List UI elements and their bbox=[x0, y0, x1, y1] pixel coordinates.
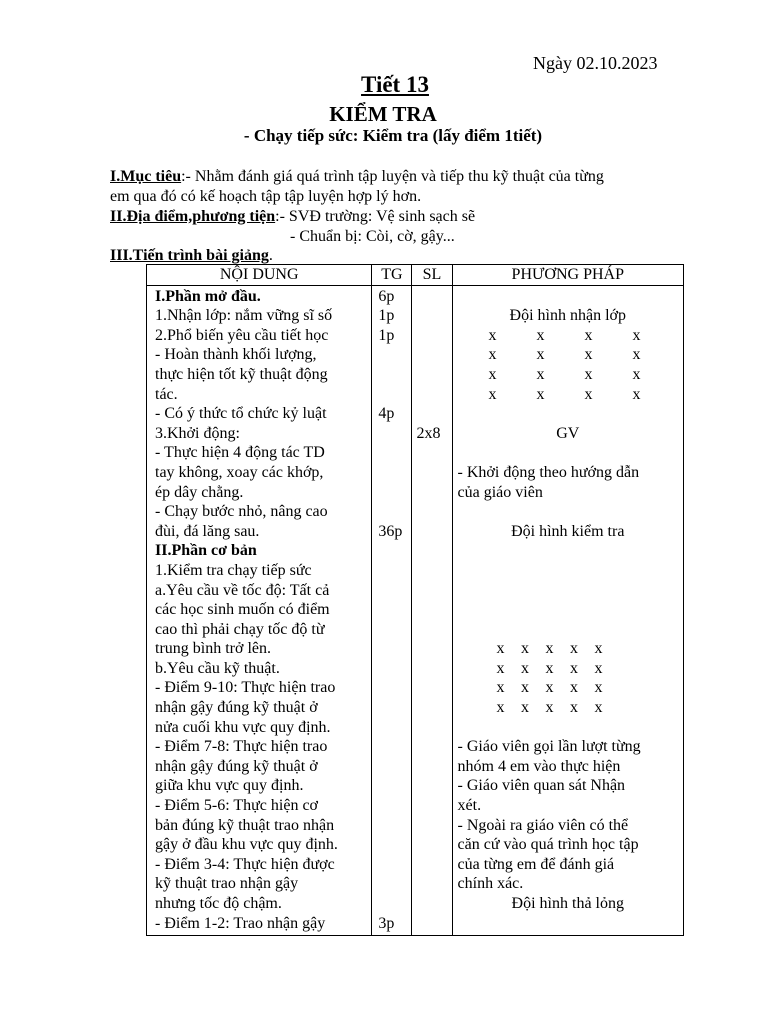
content-line: 2.Phổ biến yêu cầu tiết học bbox=[155, 326, 329, 344]
content-line: trung bình trở lên. bbox=[155, 640, 271, 658]
content-line: 3.Khởi động: bbox=[155, 424, 240, 442]
method-line: - Ngoài ra giáo viên có thể bbox=[457, 816, 629, 834]
method-cell bbox=[452, 285, 683, 936]
formation-row: x x x x x bbox=[496, 659, 603, 677]
content-line: - Điểm 9-10: Thực hiện trao bbox=[155, 679, 336, 697]
content-line: I.Phần mở đầu. bbox=[155, 287, 261, 305]
location-label: II.Địa điểm,phương tiện bbox=[110, 208, 276, 225]
time-main: 36p bbox=[378, 522, 403, 540]
content-line: nhưng tốc độ chậm. bbox=[155, 895, 282, 912]
formation-row: x x x x bbox=[488, 385, 641, 403]
formation-row: x x x x bbox=[488, 326, 641, 344]
header-method: PHƯƠNG PHÁP bbox=[452, 265, 683, 286]
objectives-text-2: em qua đó có kế hoạch tập tập luyện hợp lý hơn. bbox=[110, 188, 422, 205]
objectives-line-1 bbox=[110, 167, 604, 187]
formation-row: x x x x x bbox=[496, 640, 603, 658]
quantity-cell bbox=[412, 285, 452, 936]
content-line: cao thì phải chạy tốc độ từ bbox=[155, 620, 325, 638]
document-subtitle: - Chạy tiếp sức: Kiểm tra (lấy điểm 1tiết) bbox=[243, 126, 543, 145]
content-line: - Điểm 7-8: Thực hiện trao bbox=[155, 738, 328, 756]
time-cooldown: 3p bbox=[378, 914, 395, 932]
process-heading bbox=[110, 246, 273, 266]
content-line: - Chạy bước nhỏ, nâng cao bbox=[155, 503, 328, 521]
lesson-plan-table bbox=[146, 264, 684, 936]
formation-row: x x x x bbox=[488, 346, 641, 364]
content-line: - Điểm 5-6: Thực hiện cơ bbox=[155, 797, 319, 815]
time-requirements: 1p bbox=[378, 326, 395, 344]
content-line: - Thực hiện 4 động tác TD bbox=[155, 444, 325, 462]
formation-row: x x x x x bbox=[496, 679, 603, 697]
method-line: - Giáo viên quan sát Nhận bbox=[457, 777, 626, 795]
formation-row: x x x x bbox=[488, 365, 641, 383]
content-line: tác. bbox=[155, 385, 178, 403]
location-text-1: :- SVĐ trường: Vệ sinh sạch sẽ bbox=[275, 208, 476, 225]
content-line: giữa khu vực quy định. bbox=[155, 777, 304, 795]
time-roll-call: 1p bbox=[378, 307, 395, 325]
table-row bbox=[147, 285, 684, 936]
method-line: chính xác. bbox=[457, 875, 524, 893]
method-line: xét. bbox=[457, 797, 482, 815]
content-line: b.Yêu cầu kỹ thuật. bbox=[155, 659, 280, 677]
content-line: - Điểm 1-2: Trao nhận gậy bbox=[155, 914, 326, 932]
teacher-marker: GV bbox=[556, 424, 580, 442]
content-line: 1.Nhận lớp: nắm vững sĩ số bbox=[155, 307, 333, 325]
content-line: - Hoàn thành khối lượng, bbox=[155, 346, 317, 364]
time-intro: 6p bbox=[378, 287, 395, 305]
content-line: đùi, đá lăng sau. bbox=[155, 522, 260, 540]
document-title: KIỂM TRA bbox=[329, 102, 437, 126]
formation-roll-call-label: Đội hình nhận lớp bbox=[509, 307, 626, 325]
content-line: nhận gậy đúng kỹ thuật ở bbox=[155, 757, 318, 775]
location-text-2: - Chuẩn bị: Còi, cờ, gậy... bbox=[290, 228, 455, 245]
header-time: TG bbox=[372, 265, 412, 286]
content-line: nhận gậy đúng kỹ thuật ở bbox=[155, 699, 318, 717]
process-label: III.Tiến trình bài giảng bbox=[110, 247, 269, 264]
content-line: - Điểm 3-4: Thực hiện được bbox=[155, 855, 335, 873]
content-line: ép dây chằng. bbox=[155, 483, 244, 501]
content-line: các học sinh muốn có điểm bbox=[155, 601, 330, 619]
method-line: của giáo viên bbox=[457, 483, 543, 501]
method-line: - Giáo viên gọi lần lượt từng bbox=[457, 738, 641, 756]
time-cell bbox=[372, 285, 412, 936]
table-header-row bbox=[147, 265, 684, 286]
objectives-text-1: :- Nhằm đánh giá quá trình tập luyện và tiếp thu kỹ thuật của từng bbox=[181, 168, 604, 185]
process-suffix: . bbox=[268, 247, 273, 264]
method-line: căn cứ vào quá trình học tập bbox=[457, 836, 639, 854]
document-date: Ngày 02.10.2023 bbox=[533, 53, 658, 73]
content-line: gậy ở đầu khu vực quy định. bbox=[155, 836, 338, 854]
content-line: kỹ thuật trao nhận gậy bbox=[155, 875, 299, 893]
method-line: - Khởi động theo hướng dẫn bbox=[457, 463, 640, 481]
content-line: thực hiện tốt kỹ thuật động bbox=[155, 365, 328, 383]
content-cell bbox=[147, 285, 372, 936]
content-line: tay không, xoay các khớp, bbox=[155, 463, 324, 481]
formation-row: x x x x x bbox=[496, 699, 603, 717]
formation-test-label: Đội hình kiểm tra bbox=[511, 522, 625, 540]
content-line: - Có ý thức tổ chức kỷ luật bbox=[155, 405, 327, 423]
content-line: bản đúng kỹ thuật trao nhận bbox=[155, 816, 335, 834]
time-warmup: 4p bbox=[378, 405, 395, 423]
content-line: 1.Kiểm tra chạy tiếp sức bbox=[155, 561, 312, 579]
content-line: a.Yêu cầu về tốc độ: Tất cả bbox=[155, 581, 330, 599]
location-line-1 bbox=[110, 207, 475, 227]
lesson-number: Tiết 13 bbox=[361, 72, 429, 97]
method-line: của từng em để đánh giá bbox=[457, 855, 615, 873]
header-quantity: SL bbox=[412, 265, 452, 286]
method-line: nhóm 4 em vào thực hiện bbox=[457, 757, 621, 775]
header-content: NỘI DUNG bbox=[147, 265, 372, 286]
content-line: II.Phần cơ bản bbox=[155, 542, 257, 560]
quantity-warmup: 2x8 bbox=[416, 424, 441, 442]
formation-relax-label: Đội hình thả lỏng bbox=[511, 895, 624, 912]
content-line: nửa cuối khu vực quy định. bbox=[155, 718, 331, 736]
objectives-label: I.Mục tiêu bbox=[110, 168, 182, 185]
